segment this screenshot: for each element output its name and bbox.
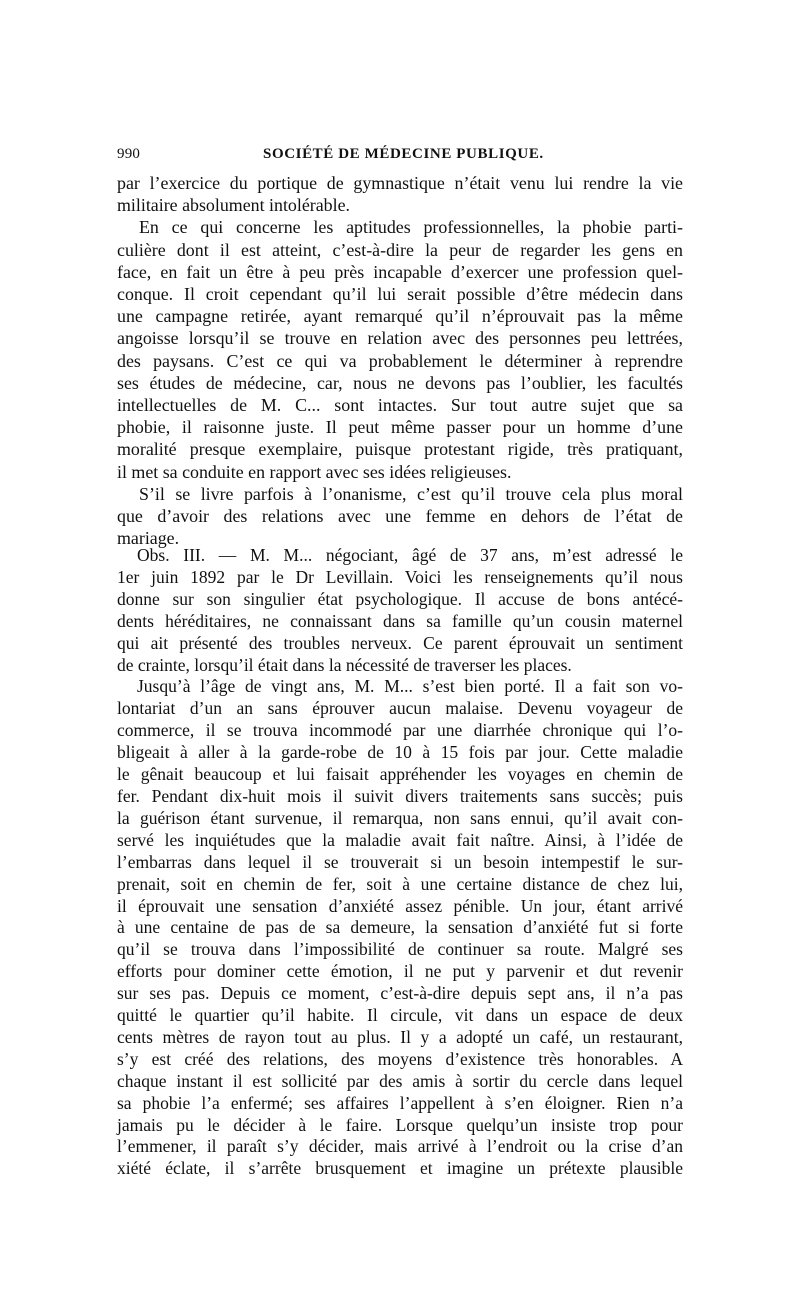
text-line: qui ait présenté des troubles nerveux. Ce parent éprouvait un sentiment [117,632,683,653]
paragraph [117,483,683,550]
text-line: Jusqu’à l’âge de vingt ans, M. M... s’est bien porté. Il a fait son vo- [137,676,683,697]
text-line: militaire absolument intolérable. [117,195,351,216]
text-line: 1er juin 1892 par le Dr Levillain. Voici les renseignements qu’il nous [117,566,683,587]
text-line: sa phobie l’a enfermé; ses affaires l’appellent à s’en éloigner. Rien n’a [117,1092,683,1113]
text-line: il met sa conduite en rapport avec ses idées religieuses. [117,461,512,482]
text-line: cents mètres de rayon tout au plus. Il y a adopté un café, un restaurant, [117,1026,683,1047]
text-line: sur ses pas. Depuis ce moment, c’est-à-dire depuis sept ans, il n’a pas [117,983,683,1004]
text-line: chaque instant il est sollicité par des amis à sortir du cercle dans lequel [117,1070,683,1091]
text-line: que d’avoir des relations avec une femme en dehors de l’état de [117,506,683,527]
text-line: l’emmener, il paraît s’y décider, mais arrivé à l’endroit ou la crise d’an [117,1136,683,1157]
text-line: l’embarras dans lequel il se trouverait si un besoin intempestif le sur- [117,851,683,872]
running-title: SOCIÉTÉ DE MÉDECINE PUBLIQUE. [263,146,544,162]
paragraph [117,216,683,482]
text-line: phobie, il raisonne juste. Il peut même passer pour un homme d’une [117,417,683,438]
text-line: ses études de médecine, car, nous ne devons pas l’oublier, les facultés [117,372,683,393]
text-line: donne sur son singulier état psychologique. Il accuse de bons antécé- [117,588,683,609]
text-block-continuation [117,172,683,549]
text-line: prenait, soit en chemin de fer, soit à une certaine distance de chez lui, [117,873,683,894]
text-line: servé les inquiétudes que la maladie avait fait naître. Ainsi, à l’idée de [117,829,683,850]
text-line: des paysans. C’est ce qui va probablement le déterminer à reprendre [117,350,683,371]
text-line: moralité presque exemplaire, puisque protestant rigide, très pratiquant, [117,439,683,460]
text-line: conque. Il croit cependant qu’il lui serait possible d’être médecin dans [117,284,683,305]
running-head [117,146,683,168]
text-line: il éprouvait une sensation d’anxiété assez pénible. Un jour, étant arrivé [117,895,683,916]
text-line: culière dont il est atteint, c’est-à-dire la peur de regarder les gens en [117,239,683,260]
text-line: la guérison étant survenue, il remarqua, non sans ennui, qu’il avait con- [117,807,683,828]
text-line: Obs. III. — M. M... négociant, âgé de 37 ans, m’est adressé le [137,545,683,565]
paragraph [117,545,683,676]
text-line: de crainte, lorsqu’il était dans la nécessité de traverser les places. [117,654,572,675]
text-line: S’il se livre parfois à l’onanisme, c’est qu’il trouve cela plus moral [139,483,683,504]
observation-block [117,545,683,1180]
text-line: angoisse lorsqu’il se trouve en relation avec des personnes peu lettrées, [117,328,683,349]
text-line: intellectuelles de M. C... sont intactes. Sur tout autre sujet que sa [117,395,683,416]
text-line: quitté le quartier qu’il habite. Il circule, vit dans un espace de deux [117,1005,683,1026]
paragraph [117,172,683,216]
text-line: par l’exercice du portique de gymnastique n’était venu lui rendre la vie [117,173,683,193]
text-line: fer. Pendant dix-huit mois il suivit divers traitements sans succès; puis [117,785,683,806]
text-line: xiété éclate, il s’arrête brusquement et imagine un prétexte plausible [117,1158,683,1179]
text-line: qu’il se trouva dans l’impossibilité de continuer sa route. Malgré ses [117,939,683,960]
text-line: à une centaine de pas de sa demeure, la sensation d’anxiété fut si forte [117,917,683,938]
text-line: bligeait à aller à la garde-robe de 10 à 15 fois par jour. Cette maladie [117,742,683,763]
text-line: commerce, il se trouva incommodé par une diarrhée chronique qui l’o- [117,720,683,741]
text-line: face, en fait un être à peu près incapable d’exercer une profession quel- [117,261,683,282]
paragraph [117,676,683,1180]
text-line: s’y est créé des relations, des moyens d’existence très honorables. A [117,1048,683,1069]
text-line: efforts pour dominer cette émotion, il ne put y parvenir et dut revenir [117,961,683,982]
text-line: une campagne retirée, ayant remarqué qu’il n’éprouvait pas la même [117,306,683,327]
text-line: mariage. [117,528,180,549]
text-line: le gênait beaucoup et lui faisait appréhender les voyages en chemin de [117,764,683,785]
text-line: En ce qui concerne les aptitudes professionnelles, la phobie parti- [139,217,683,238]
text-line: dents héréditaires, ne connaissant dans sa famille qu’un cousin maternel [117,610,683,631]
text-line: lontariat d’un an sans éprouver aucun malaise. Devenu voyageur de [117,698,683,719]
text-line: jamais pu le décider à le faire. Lorsque quelqu’un insiste trop pour [117,1114,683,1135]
page-number: 990 [117,146,141,162]
